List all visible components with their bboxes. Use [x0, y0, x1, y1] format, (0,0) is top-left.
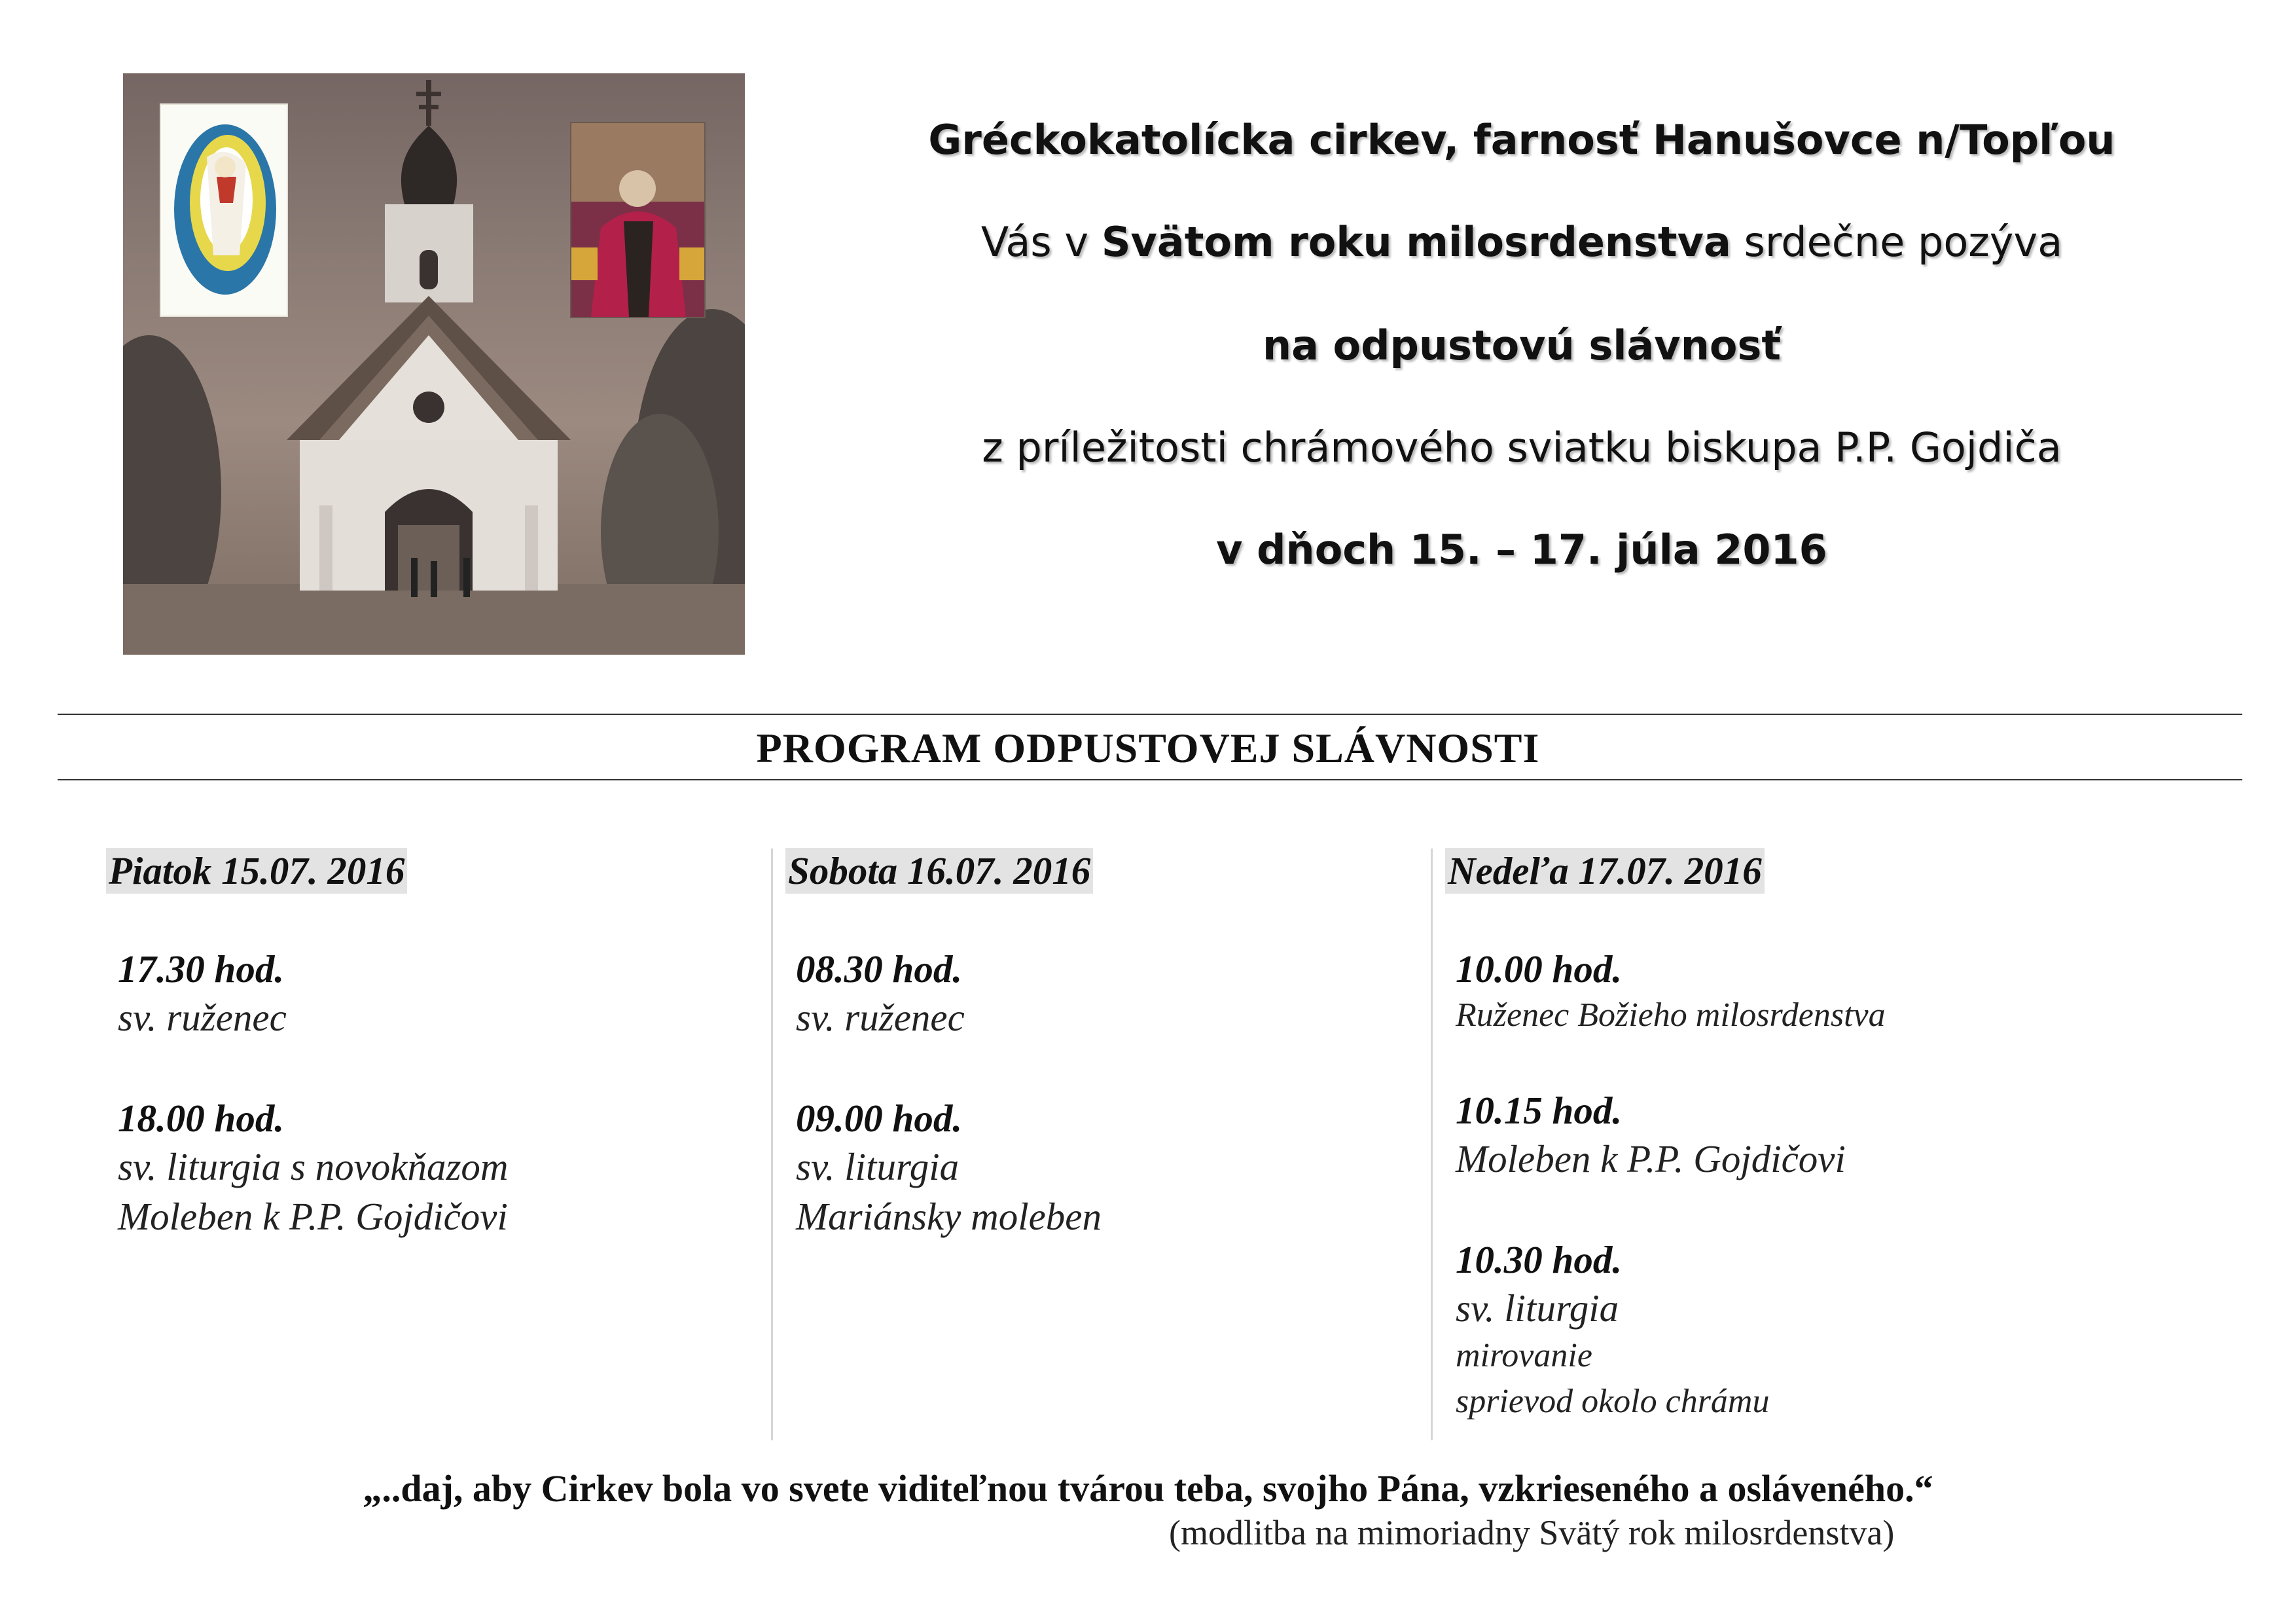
event-block: [1456, 1236, 1769, 1425]
parish-title: Gréckokatolícka cirkev, farnosť Hanušovce n/Topľou: [928, 116, 2115, 164]
day-column-sunday: [1445, 847, 1765, 894]
program-rule-top: [58, 714, 2242, 715]
event-item: sv. ruženec: [118, 996, 287, 1039]
event-block: [796, 1095, 1102, 1241]
invitation-line: [825, 216, 2219, 268]
occasion-line: z príležitosti chrámového sviatku biskupa P.P. Gojdiča: [982, 424, 2062, 471]
event-dates: v dňoch 15. – 17. júla 2016: [1216, 526, 1827, 574]
event-block: [1456, 1087, 1846, 1184]
event-time: 10.30 hod.: [1456, 1238, 1623, 1281]
event-time: 17.30 hod.: [118, 947, 285, 991]
event-item: Mariánsky moleben: [796, 1195, 1102, 1238]
event-item: sv. liturgia: [796, 1145, 960, 1188]
event-item: Moleben k P.P. Gojdičovi: [1456, 1137, 1846, 1180]
day-heading: Sobota 16.07. 2016: [785, 848, 1093, 894]
event-item: mirovanie: [1456, 1337, 1592, 1374]
column-divider: [1431, 848, 1433, 1440]
column-divider: [771, 848, 773, 1440]
feast-title: na odpustovú slávnosť: [1262, 321, 1781, 369]
program-rule-bottom: [58, 779, 2242, 780]
day-heading: Piatok 15.07. 2016: [106, 848, 407, 894]
event-item: sv. liturgia s novokňazom: [118, 1145, 509, 1188]
bishop-gojdic-portrait: [570, 122, 706, 318]
jubilee-of-mercy-logo: [160, 103, 288, 317]
day-heading: Nedeľa 17.07. 2016: [1445, 848, 1765, 894]
event-time: 18.00 hod.: [118, 1097, 285, 1140]
event-item: Moleben k P.P. Gojdičovi: [118, 1195, 508, 1238]
event-time: 09.00 hod.: [796, 1097, 963, 1140]
event-item: Ruženec Božieho milosrdenstva: [1456, 996, 1886, 1034]
day-column-friday: [106, 847, 407, 894]
program-title: PROGRAM ODPUSTOVEJ SLÁVNOSTI: [756, 725, 1540, 771]
event-item: sv. ruženec: [796, 996, 965, 1039]
event-block: [118, 945, 287, 1042]
event-time: 10.00 hod.: [1456, 947, 1623, 991]
event-block: [796, 945, 965, 1042]
invitation-post: srdečne pozýva: [1731, 218, 2063, 266]
day-column-saturday: [785, 847, 1093, 894]
event-block: [1456, 945, 1886, 1038]
event-item: sv. liturgia: [1456, 1286, 1619, 1330]
invitation-pre: Vás v: [980, 218, 1102, 266]
event-time: 10.15 hod.: [1456, 1089, 1623, 1132]
quote-source: (modlitba na mimoriadny Svätý rok milosrdenstva): [1169, 1513, 1895, 1552]
event-block: [118, 1095, 509, 1241]
holy-year-text: Svätom roku milosrdenstva: [1101, 218, 1731, 266]
event-item: sprievod okolo chrámu: [1456, 1383, 1770, 1420]
prayer-quote: „..daj, aby Cirkev bola vo svete viditeľnou tvárou teba, svojho Pána, vzkrieseného a osláveného.“: [363, 1467, 1933, 1510]
event-time: 08.30 hod.: [796, 947, 963, 991]
